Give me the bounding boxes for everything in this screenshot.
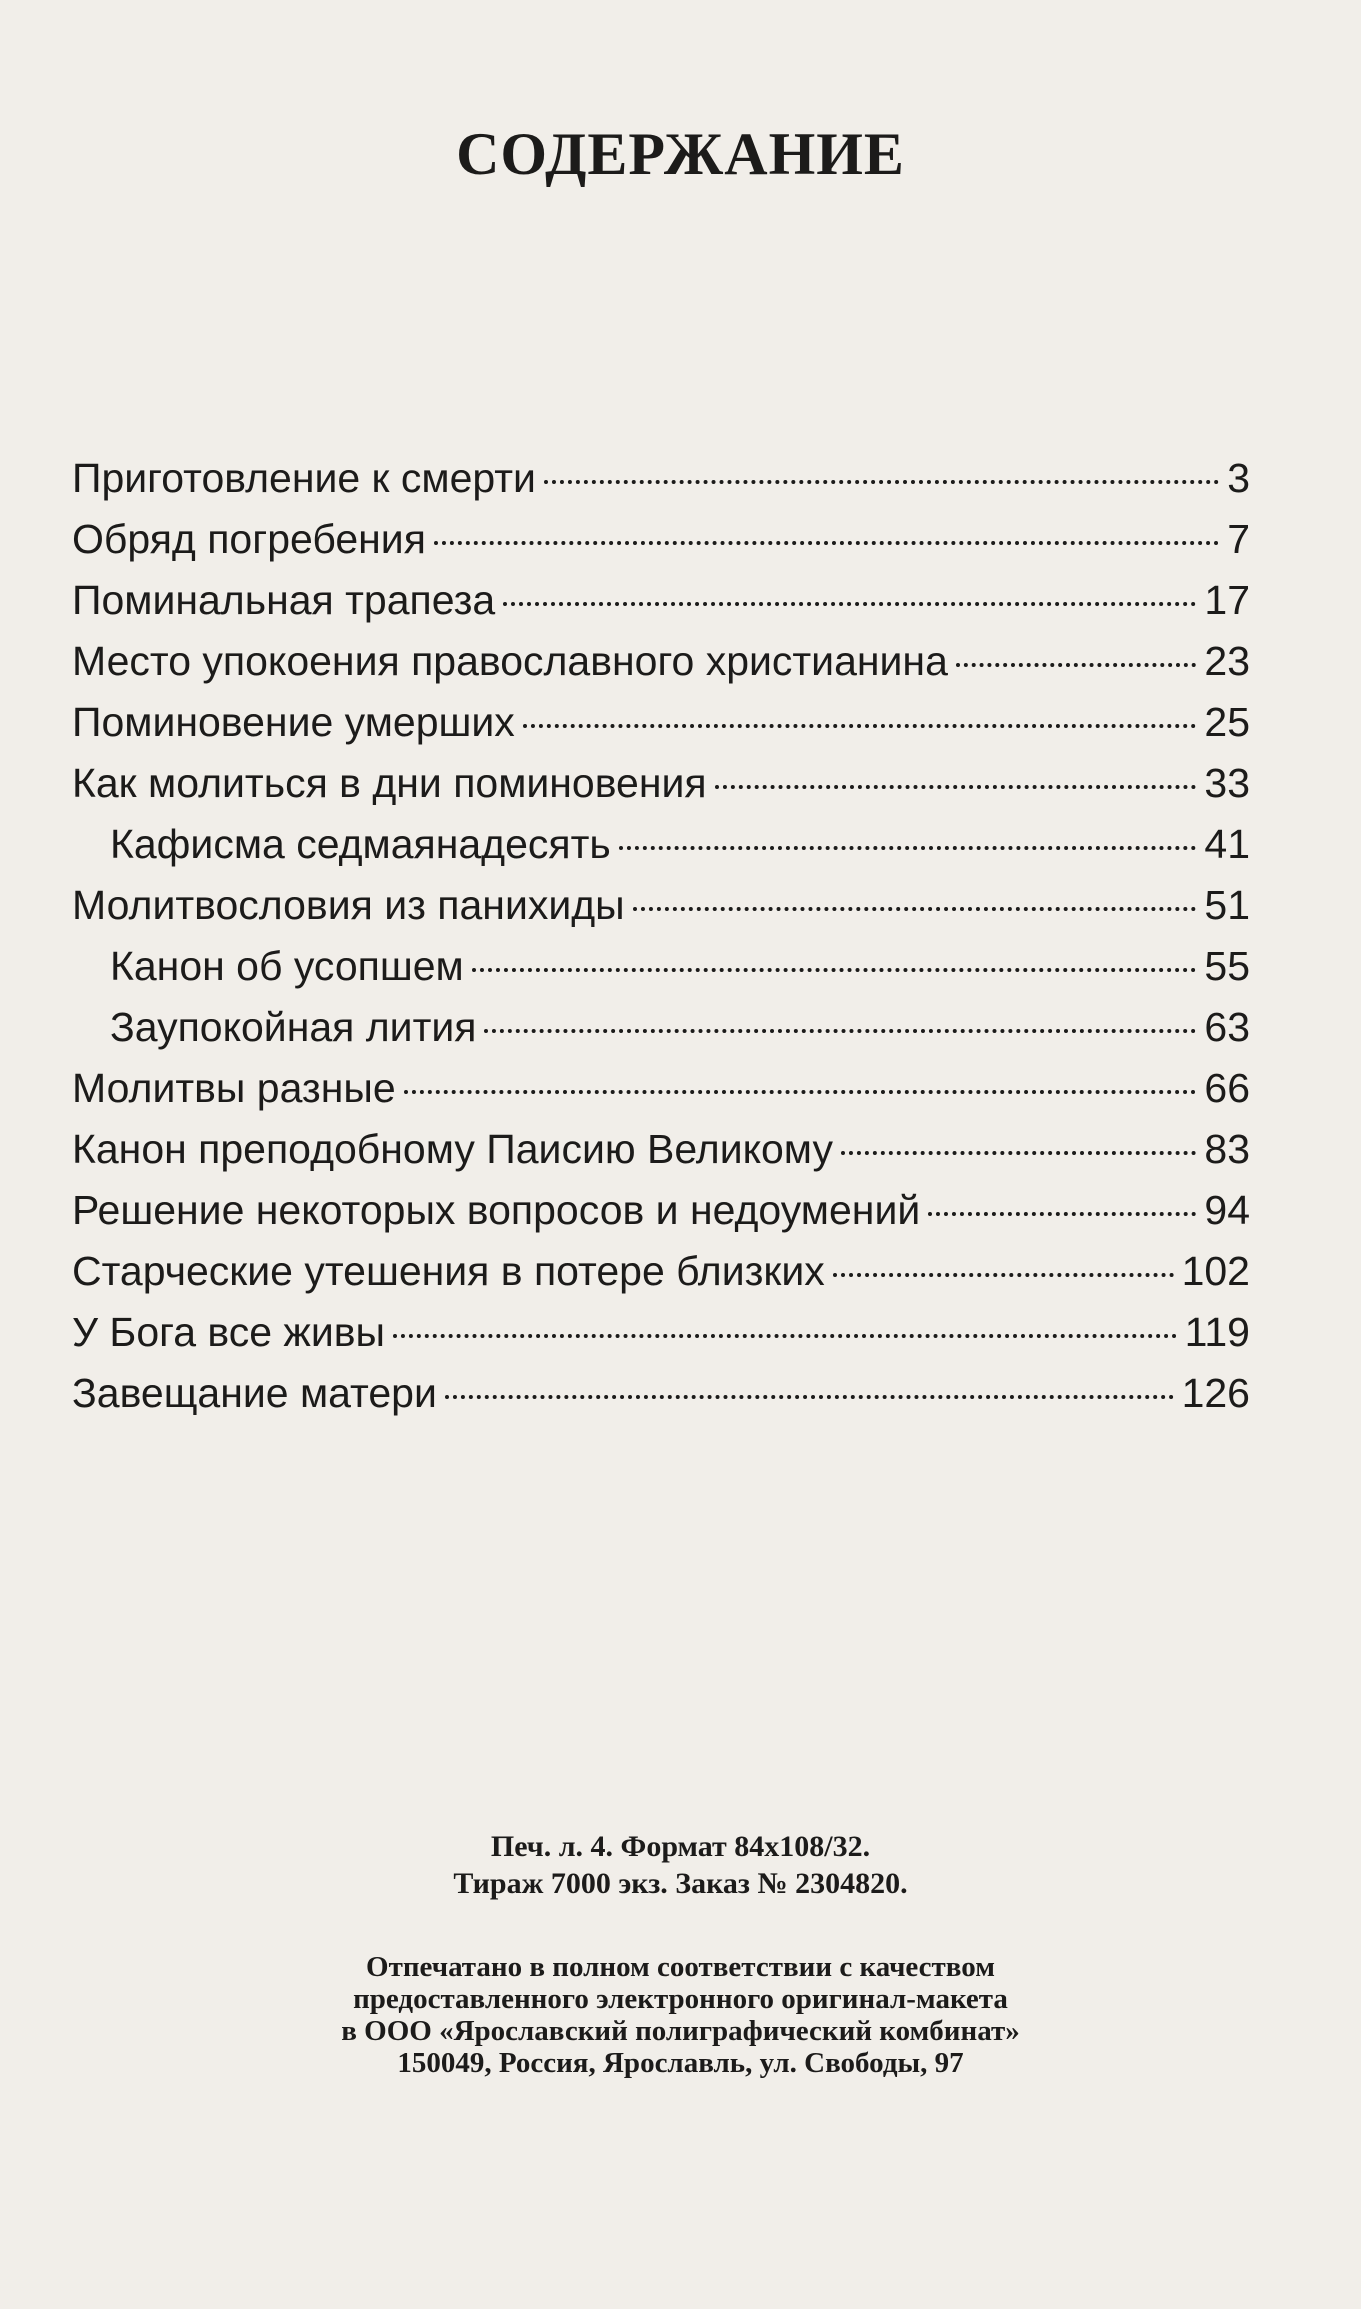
toc-leader-dots	[472, 968, 1197, 972]
toc-entry	[72, 943, 1250, 1004]
printer-info	[0, 1951, 1361, 2079]
toc-entry-title: Решение некоторых вопросов и недоумений	[72, 1187, 921, 1233]
toc-leader-dots	[404, 1090, 1197, 1094]
toc-page-number: 3	[1227, 455, 1250, 501]
imprint-format-line: Печ. л. 4. Формат 84x108/32.	[490, 1830, 871, 1863]
toc-leader-dots	[928, 1212, 1196, 1216]
toc-entry	[72, 516, 1250, 577]
toc-entry	[72, 699, 1250, 760]
page-title: СОДЕРЖАНИЕ	[456, 121, 905, 187]
toc-entry-title: Приготовление к смерти	[72, 455, 536, 501]
toc-page-number: 41	[1204, 821, 1250, 867]
toc-entry	[72, 455, 1250, 516]
imprint-block	[0, 1828, 1361, 1902]
toc-entry	[72, 1126, 1250, 1187]
toc-leader-dots	[523, 724, 1197, 728]
toc-leader-dots	[956, 663, 1197, 667]
toc-leader-dots	[619, 846, 1197, 850]
toc-leader-dots	[833, 1273, 1174, 1277]
toc-leader-dots	[484, 1029, 1196, 1033]
toc-entry	[72, 1004, 1250, 1065]
toc-entry-title: У Бога все живы	[72, 1309, 385, 1355]
toc-page-number: 23	[1204, 638, 1250, 684]
toc-entry-title: Как молиться в дни поминовения	[72, 760, 707, 806]
toc-entry-title: Заупокойная лития	[110, 1004, 477, 1050]
toc-entry-title: Поминовение умерших	[72, 699, 515, 745]
toc-entry-title: Старческие утешения в потере близких	[72, 1248, 825, 1294]
toc-entry	[72, 821, 1250, 882]
toc-page-number: 66	[1204, 1065, 1250, 1111]
toc-leader-dots	[445, 1395, 1174, 1399]
toc-page-number: 102	[1181, 1248, 1250, 1294]
toc-page-number: 94	[1204, 1187, 1250, 1233]
toc-entry	[72, 1065, 1250, 1126]
toc-entry-title: Канон об усопшем	[110, 943, 464, 989]
toc-page-number: 83	[1204, 1126, 1250, 1172]
toc-page-number: 126	[1181, 1370, 1250, 1416]
toc-page-number: 55	[1204, 943, 1250, 989]
toc-leader-dots	[633, 907, 1197, 911]
toc-entry-title: Обряд погребения	[72, 516, 426, 562]
toc-leader-dots	[544, 480, 1219, 484]
toc-leader-dots	[434, 541, 1219, 545]
toc-entry	[72, 577, 1250, 638]
toc-page-number: 33	[1204, 760, 1250, 806]
toc-entry-title: Завещание матери	[72, 1370, 437, 1416]
toc-page-number: 17	[1204, 577, 1250, 623]
toc-entry	[72, 882, 1250, 943]
printer-line: в ООО «Ярославский полиграфический комбинат»	[341, 2015, 1020, 2047]
toc-leader-dots	[503, 602, 1196, 606]
toc-page-number: 7	[1227, 516, 1250, 562]
toc-leader-dots	[841, 1151, 1196, 1155]
toc-entry-title: Кафисма седмаянадесять	[110, 821, 611, 867]
toc-page-number: 51	[1204, 882, 1250, 928]
toc-entry-title: Место упокоения православного христианина	[72, 638, 948, 684]
toc-entry	[72, 760, 1250, 821]
toc-page-number: 25	[1204, 699, 1250, 745]
toc-page-number: 119	[1184, 1309, 1250, 1355]
printer-line: Отпечатано в полном соответствии с качеством	[366, 1951, 995, 1983]
toc-entry	[72, 1370, 1250, 1431]
toc-entry	[72, 1187, 1250, 1248]
toc-entry	[72, 638, 1250, 699]
imprint-circulation-line: Тираж 7000 экз. Заказ № 2304820.	[453, 1867, 908, 1900]
printer-line: 150049, Россия, Ярославль, ул. Свободы, 97	[397, 2047, 964, 2079]
toc-leader-dots	[393, 1334, 1177, 1338]
toc-entry-title: Молитвословия из панихиды	[72, 882, 625, 928]
printer-line: предоставленного электронного оригинал-макета	[353, 1983, 1008, 2015]
toc-entry	[72, 1309, 1250, 1370]
toc-page-number: 63	[1204, 1004, 1250, 1050]
toc-leader-dots	[715, 785, 1197, 789]
toc-entry-title: Канон преподобному Паисию Великому	[72, 1126, 833, 1172]
toc-entry	[72, 1248, 1250, 1309]
toc-entry-title: Молитвы разные	[72, 1065, 396, 1111]
table-of-contents	[72, 455, 1250, 1431]
toc-entry-title: Поминальная трапеза	[72, 577, 496, 623]
